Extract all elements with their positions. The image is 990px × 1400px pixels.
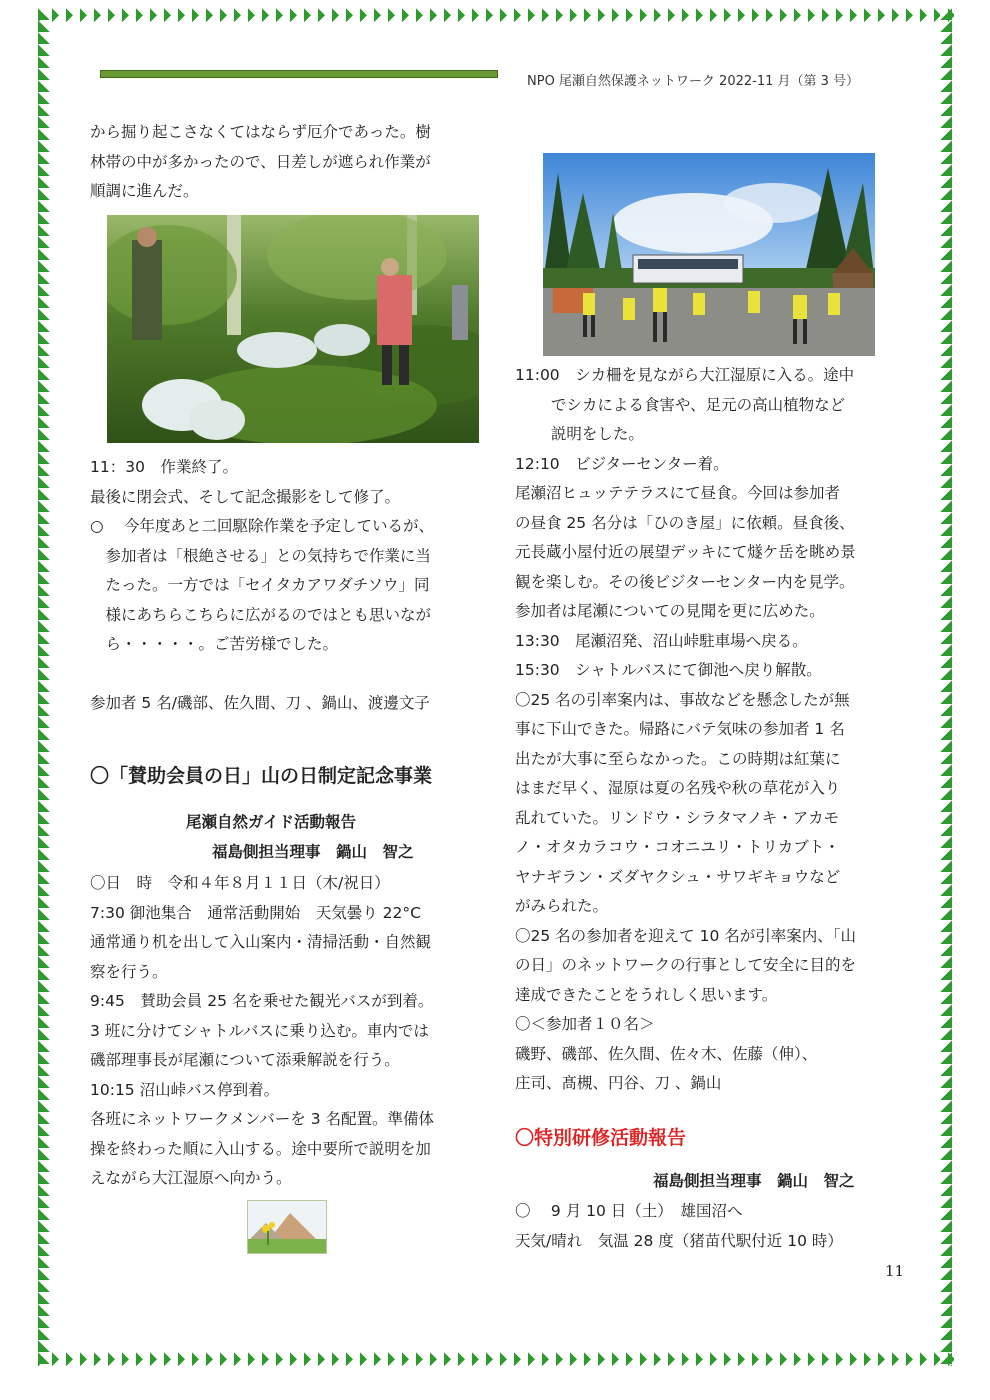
- page-number: 11: [885, 1262, 905, 1280]
- bus-photo: [543, 153, 875, 356]
- text-line: 説明をした。: [515, 425, 644, 443]
- text-line: 磯野、磯部、佐久間、佐々木、佐藤（伸）、: [515, 1044, 818, 1063]
- text-line: ら・・・・・。ご苦労様でした。: [90, 635, 339, 653]
- text-line: がみられた。: [515, 897, 609, 915]
- text-line: 〇＜参加者１０名＞: [515, 1015, 655, 1033]
- left-participants: [90, 689, 490, 719]
- mountain-logo: [247, 1200, 327, 1254]
- text-line: 7:30 御池集合 通常活動開始 天気曇り 22°C: [90, 903, 421, 922]
- text-line: えながら大江湿原へ向かう。: [90, 1169, 292, 1187]
- right-body: [515, 361, 915, 1099]
- border-left: [38, 8, 50, 1366]
- text-line: ノ・オタカラコウ・コオニユリ・トリカブト・: [515, 838, 840, 856]
- work-photo: [107, 215, 479, 443]
- border-right: [940, 8, 952, 1366]
- text-line: 達成できたことをうれしく思います。: [515, 985, 778, 1004]
- text-line: たった。一方では「セイタカアワダチソウ」同: [90, 576, 430, 594]
- text-line: 観を楽しむ。その後ビジターセンター内を見学。: [515, 572, 855, 591]
- text-line: 9:45 賛助会員 25 名を乗せた観光バスが到着。: [90, 992, 434, 1010]
- text-line: 3 班に分けてシャトルバスに乗り込む。車内では: [90, 1021, 429, 1040]
- header-bar: [100, 70, 498, 78]
- text-line: 〇日 時 令和４年８月１１日（木/祝日）: [90, 874, 390, 892]
- text-line: 〇 9 月 10 日（土） 雄国沼へ: [515, 1202, 743, 1220]
- text-line: 〇25 名の参加者を迎えて 10 名が引率案内、「山: [515, 926, 856, 945]
- text-line: 察を行う。: [90, 962, 168, 981]
- text-line: 林帯の中が多かったので、日差しが遮られ作業が: [90, 152, 431, 171]
- text-line: はまだ早く、湿原は夏の名残や秋の草花が入り: [515, 779, 841, 797]
- left-report-header: [90, 808, 490, 867]
- text-line: 15:30 シャトルバスにて御池へ戻り解散。: [515, 661, 822, 679]
- text-line: 庄司、髙槻、円谷、刀 、鍋山: [515, 1074, 722, 1092]
- text-line: 順調に進んだ。: [90, 182, 199, 200]
- left-section-heading: [90, 762, 490, 792]
- text-line: の日」のネットワークの行事として安全に目的を: [515, 956, 857, 974]
- text-line: ○ 今年度あと二回駆除作業を予定しているが、: [90, 517, 434, 535]
- text-line: 通常通り机を出して入山案内・清掃活動・自然観: [90, 933, 432, 951]
- text-line: の昼食 25 名分は「ひのき屋」に依頼。昼食後、: [515, 513, 855, 532]
- text-line: 元長蔵小屋付近の展望デッキにて燧ケ岳を眺め景: [515, 543, 856, 561]
- text-line: 10:15 沼山峠バス停到着。: [90, 1080, 280, 1099]
- text-line: 13:30 尾瀬沼発、沼山峠駐車場へ戻る。: [515, 631, 808, 650]
- border-top: [38, 8, 954, 22]
- report-title: 尾瀬自然ガイド活動報告: [186, 813, 357, 831]
- text-line: 出たが大事に至らなかった。この時期は紅葉に: [515, 749, 841, 768]
- text-line: 最後に閉会式、そして記念撮影をして修了。: [90, 487, 401, 506]
- text-line: 〇25 名の引率案内は、事故などを懸念したが無: [515, 690, 850, 709]
- right-author: [515, 1167, 915, 1197]
- left-intro: [90, 118, 490, 207]
- right-section-heading: [515, 1124, 915, 1154]
- report-author: 福島側担当理事 鍋山 智之: [212, 842, 414, 861]
- text-line: 様にあちらこちらに広がるのではとも思いなが: [90, 605, 432, 624]
- header-title: NPO 尾瀬自然保護ネットワーク 2022-11 月（第 3 号）: [527, 74, 860, 89]
- text-line: 参加者は「根絶させる」との気持ちで作業に当: [90, 546, 431, 565]
- right-tail: [515, 1197, 915, 1256]
- author-line: 福島側担当理事 鍋山 智之: [653, 1172, 855, 1190]
- text-line: 天気/晴れ 気温 28 度（猪苗代駅付近 10 時）: [515, 1231, 843, 1250]
- section-heading-red: 〇特別研修活動報告: [515, 1127, 687, 1149]
- text-line: 事に下山できた。帰路にバテ気味の参加者 1 名: [515, 720, 845, 738]
- text-line: から掘り起こさなくてはならず厄介であった。樹: [90, 123, 431, 141]
- text-line: 11：30 作業終了。: [90, 458, 238, 476]
- text-line: 尾瀬沼ヒュッテテラスにて昼食。今回は参加者: [515, 484, 841, 502]
- left-body: [90, 869, 490, 1194]
- text-line: でシカによる食害や、足元の高山植物など: [515, 395, 846, 414]
- left-after-photo: [90, 453, 490, 660]
- text-line: ヤナギラン・ズダヤクシュ・サワギキョウなど: [515, 867, 841, 886]
- border-bottom: [38, 1352, 954, 1366]
- participants-line: 参加者 5 名/磯部、佐久間、刀 、鍋山、渡邊文子: [90, 694, 430, 712]
- section-heading: 〇「賛助会員の日」山の日制定記念事業: [90, 765, 433, 787]
- text-line: 乱れていた。リンドウ・シラタマノキ・アカモ: [515, 808, 840, 827]
- text-line: 12:10 ビジターセンター着。: [515, 454, 729, 473]
- text-line: 参加者は尾瀬についての見聞を更に広めた。: [515, 602, 825, 620]
- text-line: 操を終わった順に入山する。途中要所で説明を加: [90, 1139, 431, 1158]
- text-line: 磯部理事長が尾瀬について添乗解説を行う。: [90, 1051, 400, 1069]
- text-line: 各班にネットワークメンバーを 3 名配置。準備体: [90, 1110, 434, 1128]
- text-line: 11:00 シカ柵を見ながら大江湿原に入る。途中: [515, 366, 855, 384]
